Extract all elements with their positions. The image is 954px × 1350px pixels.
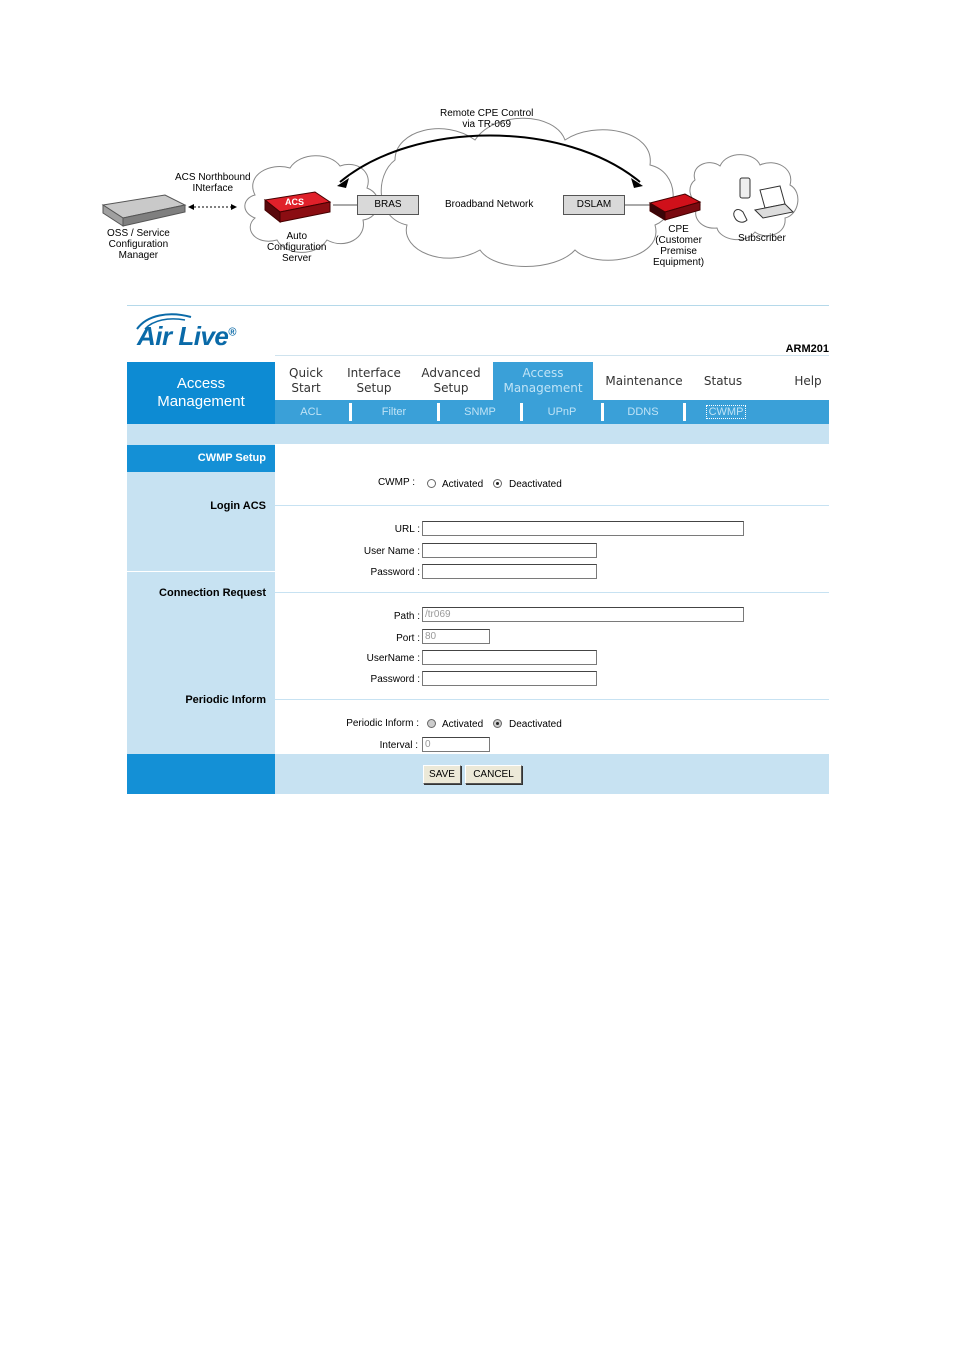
left-label-column	[127, 444, 275, 754]
cancel-button[interactable]: CANCEL	[465, 765, 522, 784]
nav-help[interactable]: Help	[794, 373, 822, 388]
url-input[interactable]	[422, 521, 744, 536]
footer-right	[275, 754, 829, 794]
subnav-ddns[interactable]: DDNS	[627, 406, 659, 418]
password-label: Password :	[370, 567, 420, 578]
periodic-deactivated-label: Deactivated	[509, 719, 562, 730]
header-divider	[275, 355, 829, 356]
username-label: User Name :	[363, 546, 420, 557]
subnav-snmp[interactable]: SNMP	[464, 406, 496, 418]
cwmp-activated-radio[interactable]	[427, 479, 436, 488]
subscriber-label: Subscriber	[738, 233, 786, 244]
periodic-activated-label: Activated	[442, 719, 484, 730]
path-input[interactable]	[422, 607, 744, 622]
save-button[interactable]: SAVE	[423, 765, 461, 784]
row-divider	[275, 592, 829, 593]
oss-server-icon	[103, 195, 185, 226]
acs-label: Auto Configuration Server	[267, 231, 327, 264]
nav-advanced-setup[interactable]: Advanced Setup	[421, 366, 481, 395]
periodic-inform-field-label: Periodic Inform :	[346, 718, 419, 729]
login-acs-label: Login ACS	[210, 500, 266, 512]
nav-maintenance[interactable]: Maintenance	[605, 373, 683, 388]
subnav-cwmp[interactable]: CWMP	[686, 400, 766, 424]
cwmp-setup-header: CWMP Setup	[127, 445, 275, 472]
path-label: Path :	[393, 611, 420, 622]
username-input[interactable]	[422, 543, 597, 558]
periodic-activated-radio[interactable]	[427, 719, 436, 728]
sub-nav	[275, 400, 829, 424]
cwmp-label: CWMP :	[377, 477, 415, 488]
oss-label: OSS / Service Configuration Manager	[107, 228, 170, 261]
cpe-label: CPE (Customer Premise Equipment)	[653, 224, 705, 268]
cr-password-label: Password :	[370, 674, 420, 685]
periodic-inform-label: Periodic Inform	[185, 694, 266, 706]
row-divider	[275, 699, 829, 700]
port-input[interactable]	[422, 629, 490, 644]
broadband-network-label: Broadband Network	[445, 199, 534, 210]
nav-quick-start[interactable]: Quick Start	[289, 366, 323, 395]
remote-cpe-control-label: Remote CPE Control via TR-069	[440, 108, 534, 130]
airlive-logo: Air Live®	[137, 321, 236, 351]
port-label: Port :	[396, 633, 420, 644]
cwmp-deactivated-label: Deactivated	[509, 479, 562, 490]
url-label: URL :	[394, 524, 420, 535]
model-name: ARM201	[785, 343, 829, 355]
interval-label: Interval :	[379, 740, 418, 751]
subnav-filter[interactable]: Filter	[381, 406, 407, 418]
broadband-cloud	[381, 118, 673, 266]
cr-username-label: UserName :	[366, 653, 420, 664]
connection-request-label: Connection Request	[159, 587, 266, 599]
row-divider	[275, 505, 829, 506]
cr-username-input[interactable]	[422, 650, 597, 665]
nav-interface-setup[interactable]: Interface Setup	[347, 366, 401, 395]
cr-password-input[interactable]	[422, 671, 597, 686]
router-admin-page	[127, 305, 829, 794]
nav-status[interactable]: Status	[703, 373, 743, 388]
password-input[interactable]	[422, 564, 597, 579]
dslam-box: DSLAM	[563, 195, 625, 215]
cwmp-deactivated-radio[interactable]	[493, 479, 502, 488]
cwmp-activated-label: Activated	[442, 479, 484, 490]
page-title: Access Management	[127, 362, 275, 424]
footer-left	[127, 754, 275, 794]
periodic-deactivated-radio[interactable]	[493, 719, 502, 728]
bras-box: BRAS	[357, 195, 419, 215]
interval-input[interactable]	[422, 737, 490, 752]
top-divider	[127, 305, 829, 306]
cwmp-network-diagram	[95, 100, 805, 280]
subnav-acl[interactable]: ACL	[300, 406, 322, 418]
spacer-band	[127, 424, 829, 444]
northbound-label: ACS Northbound INterface	[175, 172, 251, 194]
left-separator	[127, 571, 275, 572]
acs-badge: ACS	[285, 197, 305, 207]
nav-access-management[interactable]: Access Management	[493, 362, 593, 400]
subnav-upnp[interactable]: UPnP	[547, 406, 577, 418]
main-nav	[275, 362, 829, 400]
